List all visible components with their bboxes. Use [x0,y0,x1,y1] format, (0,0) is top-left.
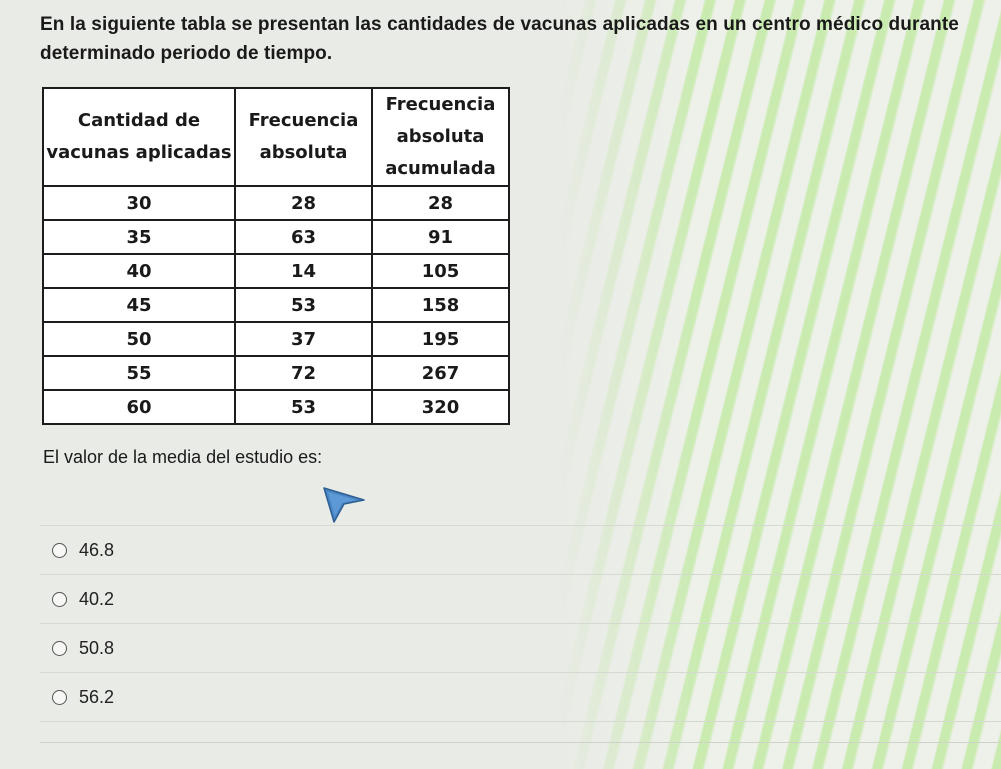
table-cell: 91 [372,220,509,254]
answer-options [40,525,1001,722]
table-header-row [43,88,509,186]
table-cell: 63 [235,220,372,254]
radio-button[interactable] [52,592,67,607]
table-cell: 40 [43,254,235,288]
table-row [43,322,509,356]
table-cell: 320 [372,390,509,424]
question-intro: En la siguiente tabla se presentan las cantidades de vacunas aplicadas en un centro médico durante determinado periodo de tiempo. [40,14,959,64]
table-cell: 30 [43,186,235,220]
question-prompt: El valor de la media del estudio es: [43,447,323,467]
answer-label: 50.8 [79,637,115,658]
table-row [43,220,509,254]
answer-option-1[interactable] [40,525,1001,574]
table-cell: 35 [43,220,235,254]
header-cumulative-frequency: Frecuencia absoluta acumulada [372,88,509,186]
table-cell: 105 [372,254,509,288]
header-absolute-frequency: Frecuencia absoluta [235,88,372,186]
table-cell: 28 [372,186,509,220]
divider [40,742,1001,743]
arrow-cursor-icon [322,484,366,524]
table-cell: 14 [235,254,372,288]
table-cell: 50 [43,322,235,356]
table-cell: 45 [43,288,235,322]
table-cell: 72 [235,356,372,390]
table-cell: 158 [372,288,509,322]
table-cell: 53 [235,288,372,322]
frequency-table [42,87,510,425]
table-row [43,288,509,322]
radio-button[interactable] [52,690,67,705]
answer-label: 56.2 [79,686,115,707]
table-cell: 267 [372,356,509,390]
table-cell: 195 [372,322,509,356]
answer-label: 40.2 [79,588,115,609]
table-row [43,186,509,220]
header-vaccines: Cantidad de vacunas aplicadas [43,88,235,186]
table-row [43,356,509,390]
answer-option-3[interactable] [40,623,1001,672]
answer-option-4[interactable] [40,672,1001,722]
table-cell: 28 [235,186,372,220]
table-row [43,254,509,288]
radio-button[interactable] [52,641,67,656]
answer-option-2[interactable] [40,574,1001,623]
table-cell: 53 [235,390,372,424]
radio-button[interactable] [52,543,67,558]
table-cell: 60 [43,390,235,424]
table-cell: 55 [43,356,235,390]
table-cell: 37 [235,322,372,356]
table-row [43,390,509,424]
answer-label: 46.8 [79,539,115,560]
